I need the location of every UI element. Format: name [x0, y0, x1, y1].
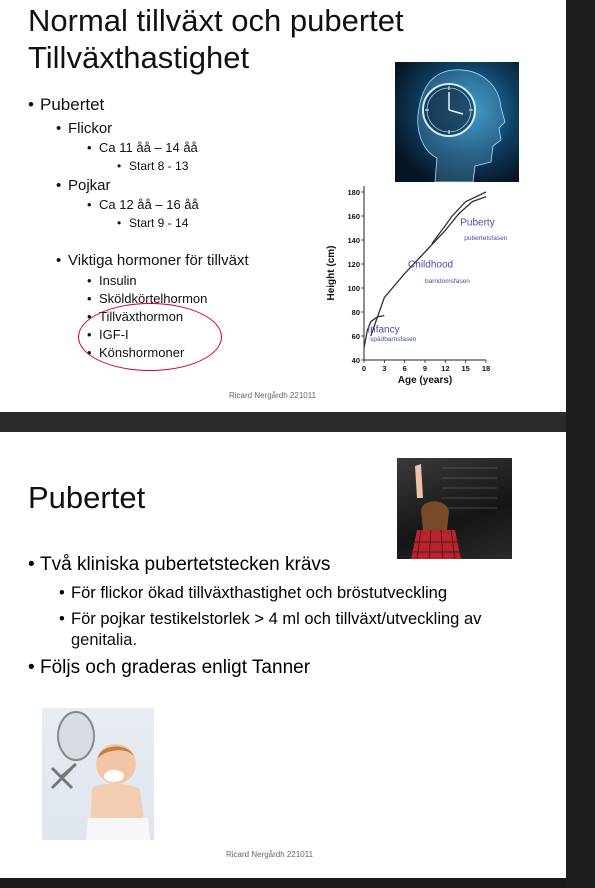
slide-1-title — [28, 2, 404, 76]
dark-right-sidebar — [566, 0, 595, 888]
y-tick-label-6: 160 — [347, 212, 360, 221]
girl-measuring-height-icon — [397, 458, 512, 559]
chart-annotation-5: pubertetsfasen — [464, 235, 508, 242]
bullet-pubertet: • Pubertet — [40, 95, 104, 115]
bullet-skoldkortelhormon: • Sköldkörtelhormon — [99, 291, 207, 306]
growth-chart — [320, 180, 560, 390]
x-axis-label: Age (years) — [397, 375, 453, 386]
chart-annotation-0: Infancy — [367, 324, 400, 336]
bullet-flickor-tecken: • För flickor ökad tillväxthastighet och bröstutveckling — [71, 584, 447, 603]
y-tick-label-0: 40 — [351, 356, 360, 365]
bullet-flickor-start: • Start 8 - 13 — [129, 159, 188, 173]
title-line-2: Tillväxthastighet — [28, 40, 250, 75]
y-tick-label-4: 120 — [347, 260, 360, 269]
slide-1-footer: Ricard Nergårdh 221011 — [229, 391, 317, 400]
chart-annotation-3: barndomsfasen — [425, 278, 470, 286]
baby-with-mirror-icon — [42, 708, 154, 840]
bullet-tanner: • Följs och graderas enligt Tanner — [40, 657, 310, 679]
bullet-hormoner: • Viktiga hormoner för tillväxt — [68, 252, 249, 269]
bullet-pojkar-tecken: • För pojkar testikelstorlek > 4 ml och tillväxt/utveckling av — [71, 610, 481, 629]
bullet-flickor: • Flickor — [68, 120, 112, 137]
slide-2[interactable] — [0, 432, 566, 878]
y-tick-label-1: 60 — [351, 332, 360, 341]
slide-2-footer: Ricard Nergårdh 221011 — [226, 850, 314, 859]
red-highlight-ellipse — [78, 303, 222, 371]
x-tick-label-0: 0 — [361, 364, 367, 373]
y-tick-label-3: 100 — [347, 284, 360, 293]
bullet-pubertetstecken: • Två kliniska pubertetstecken krävs — [40, 554, 330, 576]
chart-annotation-1: spädbarnsfasen — [370, 335, 417, 343]
bullet-pojkar-tecken-cont: genitalia. — [71, 631, 138, 649]
y-axis-label: Height (cm) — [326, 245, 337, 301]
x-tick-label-6: 18 — [481, 364, 491, 373]
bullet-konshormoner: • Könshormoner — [99, 345, 184, 360]
x-tick-label-4: 12 — [441, 364, 450, 373]
x-tick-label-2: 6 — [402, 364, 407, 373]
bullet-igf1: • IGF-I — [99, 327, 129, 342]
bullet-pojkar-age: • Ca 12 åå – 16 åå — [99, 197, 199, 212]
title-line-1: Normal tillväxt och pubertet — [28, 3, 404, 38]
slide-gap — [0, 412, 566, 432]
y-tick-label-7: 180 — [347, 188, 360, 197]
y-tick-label-5: 140 — [347, 236, 360, 245]
bullet-pojkar-start: • Start 9 - 14 — [129, 216, 188, 230]
chart-annotation-4: Puberty — [460, 217, 495, 229]
x-tick-label-5: 15 — [461, 364, 470, 373]
bullet-flickor-age: • Ca 11 åå – 14 åå — [99, 140, 198, 155]
chart-annotation-2: Childhood — [408, 259, 454, 271]
slide-1[interactable] — [0, 0, 566, 412]
x-tick-label-1: 3 — [382, 364, 387, 373]
y-tick-label-2: 80 — [351, 308, 360, 317]
slide-2-title: Pubertet — [28, 480, 146, 515]
x-tick-label-3: 9 — [422, 364, 428, 373]
bullet-insulin: • Insulin — [99, 273, 137, 288]
clock-head-icon — [395, 62, 519, 182]
bullet-pojkar: • Pojkar — [68, 177, 111, 194]
bullet-tillvaxthormon: • Tillväxthormon — [99, 309, 183, 324]
bottom-bar — [0, 878, 566, 888]
